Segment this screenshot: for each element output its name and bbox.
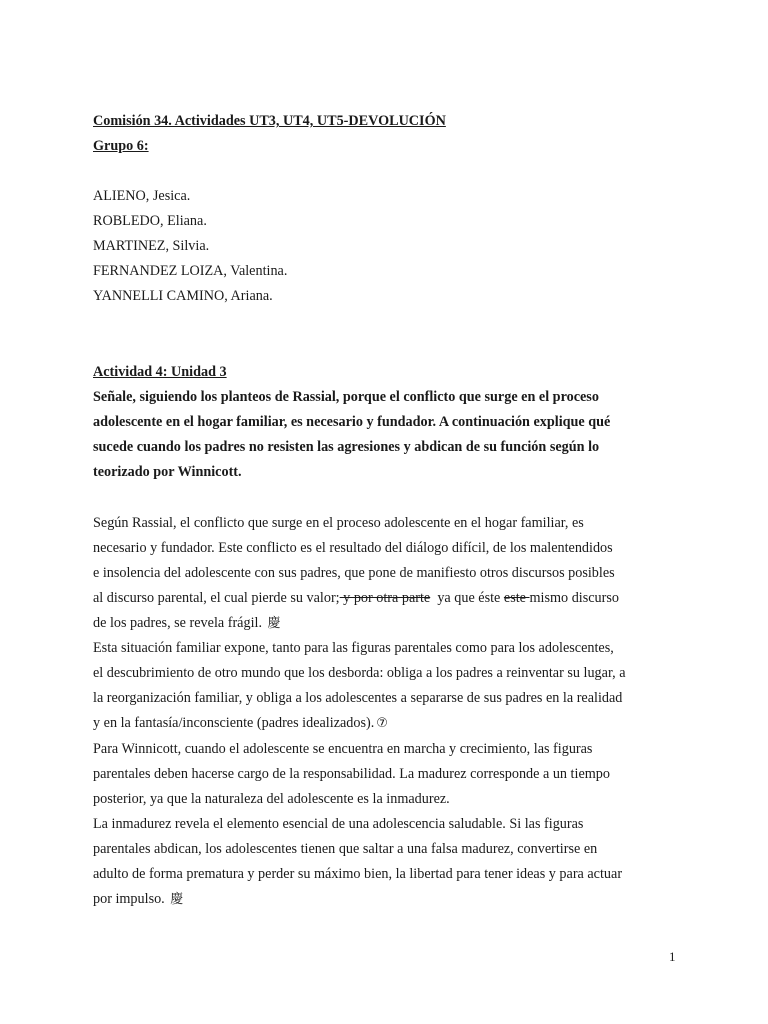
document-title: Comisión 34. Actividades UT3, UT4, UT5-DEVOLUCIÓN [93,113,446,129]
member-name: YANNELLI CAMINO, Ariana. [93,288,273,304]
member-name: FERNANDEZ LOIZA, Valentina. [93,263,288,279]
answer-line [93,890,183,909]
answer-line: la reorganización familiar, y obliga a los adolescentes a separarse de sus padres en la realidad [93,690,623,706]
activity-prompt-line: adolescente en el hogar familiar, es necesario y fundador. A continuación explique qué [93,414,611,430]
struck-text: este [503,590,530,606]
answer-line: posterior, ya que la naturaleza del adolescente es la inmadurez. [93,791,450,807]
answer-line: parentales deben hacerse cargo de la responsabilidad. La madurez corresponde a un tiempo [93,766,610,782]
answer-line: e insolencia del adolescente con sus padres, que pone de manifiesto otros discursos posibles [93,565,615,581]
answer-line: Según Rassial, el conflicto que surge en el proceso adolescente en el hogar familiar, es [93,515,584,531]
group-label: Grupo 6: [93,138,149,154]
page-number: 1 [669,949,676,964]
activity-title: Actividad 4: Unidad 3 [93,364,227,380]
answer-text: al discurso parental, el cual pierde su valor; [93,590,340,606]
answer-line: Para Winnicott, cuando el adolescente se encuentra en marcha y crecimiento, las figuras [93,741,593,757]
answer-line: el descubrimiento de otro mundo que los desborda: obliga a los padres a reinventar su lugar, a [93,665,626,681]
activity-prompt-line: teorizado por Winnicott. [93,464,242,480]
member-name: ALIENO, Jesica. [93,188,191,204]
correction-mark-icon: 慶 [170,892,184,907]
answer-line [93,714,388,733]
activity-prompt-line: sucede cuando los padres no resisten las agresiones y abdican de su función según lo [93,439,600,455]
answer-text: ya que éste [430,590,504,606]
answer-text: por impulso. [93,891,169,907]
answer-line: Esta situación familiar expone, tanto para las figuras parentales como para los adolescentes, [93,640,614,656]
member-name: ROBLEDO, Eliana. [93,213,207,229]
activity-prompt-line: Señale, siguiendo los planteos de Rassial, porque el conflicto que surge en el proceso [93,389,599,405]
answer-line: La inmadurez revela el elemento esencial de una adolescencia saludable. Si las figuras [93,816,584,832]
answer-line: parentales abdican, los adolescentes tienen que saltar a una falsa madurez, convertirse en [93,841,598,857]
answer-line [93,614,281,633]
struck-text: y por otra parte [339,590,431,606]
correction-mark-icon: 慶 [267,616,281,631]
answer-text: mismo discurso [529,590,619,606]
answer-text: de los padres, se revela frágil. [93,615,266,631]
answer-text: y en la fantasía/inconsciente (padres idealizados). [93,715,375,731]
circled-number-icon: ⑦ [376,716,388,731]
answer-line: adulto de forma prematura y perder su máximo bien, la libertad para tener ideas y para actuar [93,866,623,882]
answer-line: necesario y fundador. Este conflicto es el resultado del diálogo difícil, de los malentendidos [93,540,613,556]
member-name: MARTINEZ, Silvia. [93,238,210,254]
answer-line [93,589,619,607]
